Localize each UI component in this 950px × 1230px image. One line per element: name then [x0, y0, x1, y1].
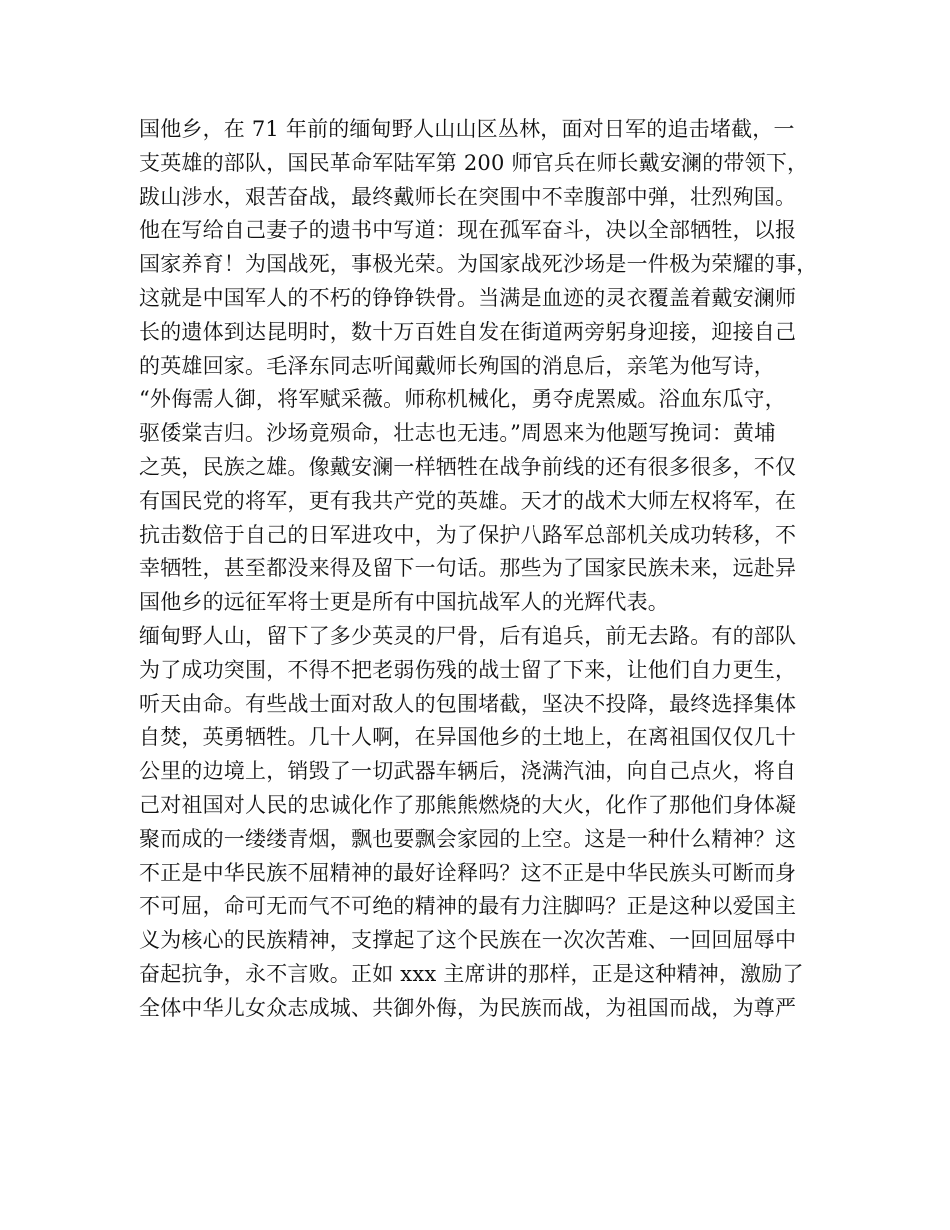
- text-line-23: 不正是中华民族不屈精神的最好诠释吗？这不正是中华民族头可断而身: [139, 860, 797, 885]
- text-line-6: 这就是中国军人的不朽的铮铮铁骨。当满是血迹的灵衣覆盖着戴安澜师: [139, 285, 797, 310]
- text-line-16: 缅甸野人山，留下了多少英灵的尸骨，后有追兵，前无去路。有的部队: [139, 623, 797, 648]
- text-line-24: 不可屈，命可无而气不可绝的精神的最有力注脚吗？正是这种以爱国主: [139, 894, 797, 919]
- text-line-25: 义为核心的民族精神，支撑起了这个民族在一次次苦难、一回回屈辱中: [139, 928, 797, 953]
- text-line-5: 国家养育！为国战死，事极光荣。为国家战死沙场是一件极为荣耀的事，: [139, 252, 818, 277]
- text-line-12: 有国民党的将军，更有我共产党的英雄。天才的战术大师左权将军，在: [139, 488, 797, 513]
- text-line-19: 自焚，英勇牺牲。几十人啊，在异国他乡的土地上，在离祖国仅仅几十: [139, 725, 797, 750]
- text-line-21: 己对祖国对人民的忠诚化作了那熊熊燃烧的大火，化作了那他们身体凝: [139, 792, 797, 817]
- text-line-27: 全体中华儿女众志成城、共御外侮，为民族而战，为祖国而战，为尊严: [139, 995, 797, 1020]
- text-line-1: 国他乡，在 71 年前的缅甸野人山山区丛林，面对日军的追击堵截，一: [139, 117, 795, 141]
- text-line-20: 公里的边境上，销毁了一切武器车辆后，浇满汽油，向自己点火，将自: [139, 759, 797, 784]
- text-line-15: 国他乡的远征军将士更是所有中国抗战军人的光辉代表。: [139, 590, 669, 615]
- text-line-13: 抗击数倍于自己的日军进攻中，为了保护八路军总部机关成功转移，不: [139, 522, 797, 547]
- body-text: [139, 113, 819, 1026]
- text-line-7: 长的遗体到达昆明时，数十万百姓自发在街道两旁躬身迎接，迎接自己: [139, 319, 797, 344]
- text-line-9: “外侮需人御，将军赋采薇。师称机械化，勇夺虎罴威。浴血东瓜守，: [139, 387, 786, 412]
- text-line-4: 他在写给自己妻子的遗书中写道：现在孤军奋斗，决以全部牺牲，以报: [139, 218, 797, 243]
- text-line-8: 的英雄回家。毛泽东同志听闻戴师长殉国的消息后，亲笔为他写诗，: [139, 353, 775, 378]
- text-line-26: 奋起抗争，永不言败。正如 xxx 主席讲的那样，正是这种精神，激励了: [139, 961, 804, 986]
- text-line-14: 幸牺牲，甚至都没来得及留下一句话。那些为了国家民族未来，远赴异: [139, 556, 797, 581]
- text-line-11: 之英，民族之雄。像戴安澜一样牺牲在战争前线的还有很多很多，不仅: [139, 454, 797, 479]
- text-line-17: 为了成功突围，不得不把老弱伤残的战士留了下来，让他们自力更生，: [139, 657, 797, 682]
- text-line-10: 驱倭棠吉归。沙场竟殒命，壮志也无违。”周恩来为他题写挽词：黄埔: [139, 421, 776, 446]
- text-line-18: 听天由命。有些战士面对敌人的包围堵截，坚决不投降，最终选择集体: [139, 691, 797, 716]
- text-line-22: 聚而成的一缕缕青烟，飘也要飘会家园的上空。这是一种什么精神？这: [139, 826, 797, 851]
- text-line-3: 跋山涉水，艰苦奋战，最终戴师长在突围中不幸腹部中弹，壮烈殉国。: [139, 184, 797, 209]
- text-line-2: 支英雄的部队，国民革命军陆军第 200 师官兵在师长戴安澜的带领下，: [139, 150, 809, 175]
